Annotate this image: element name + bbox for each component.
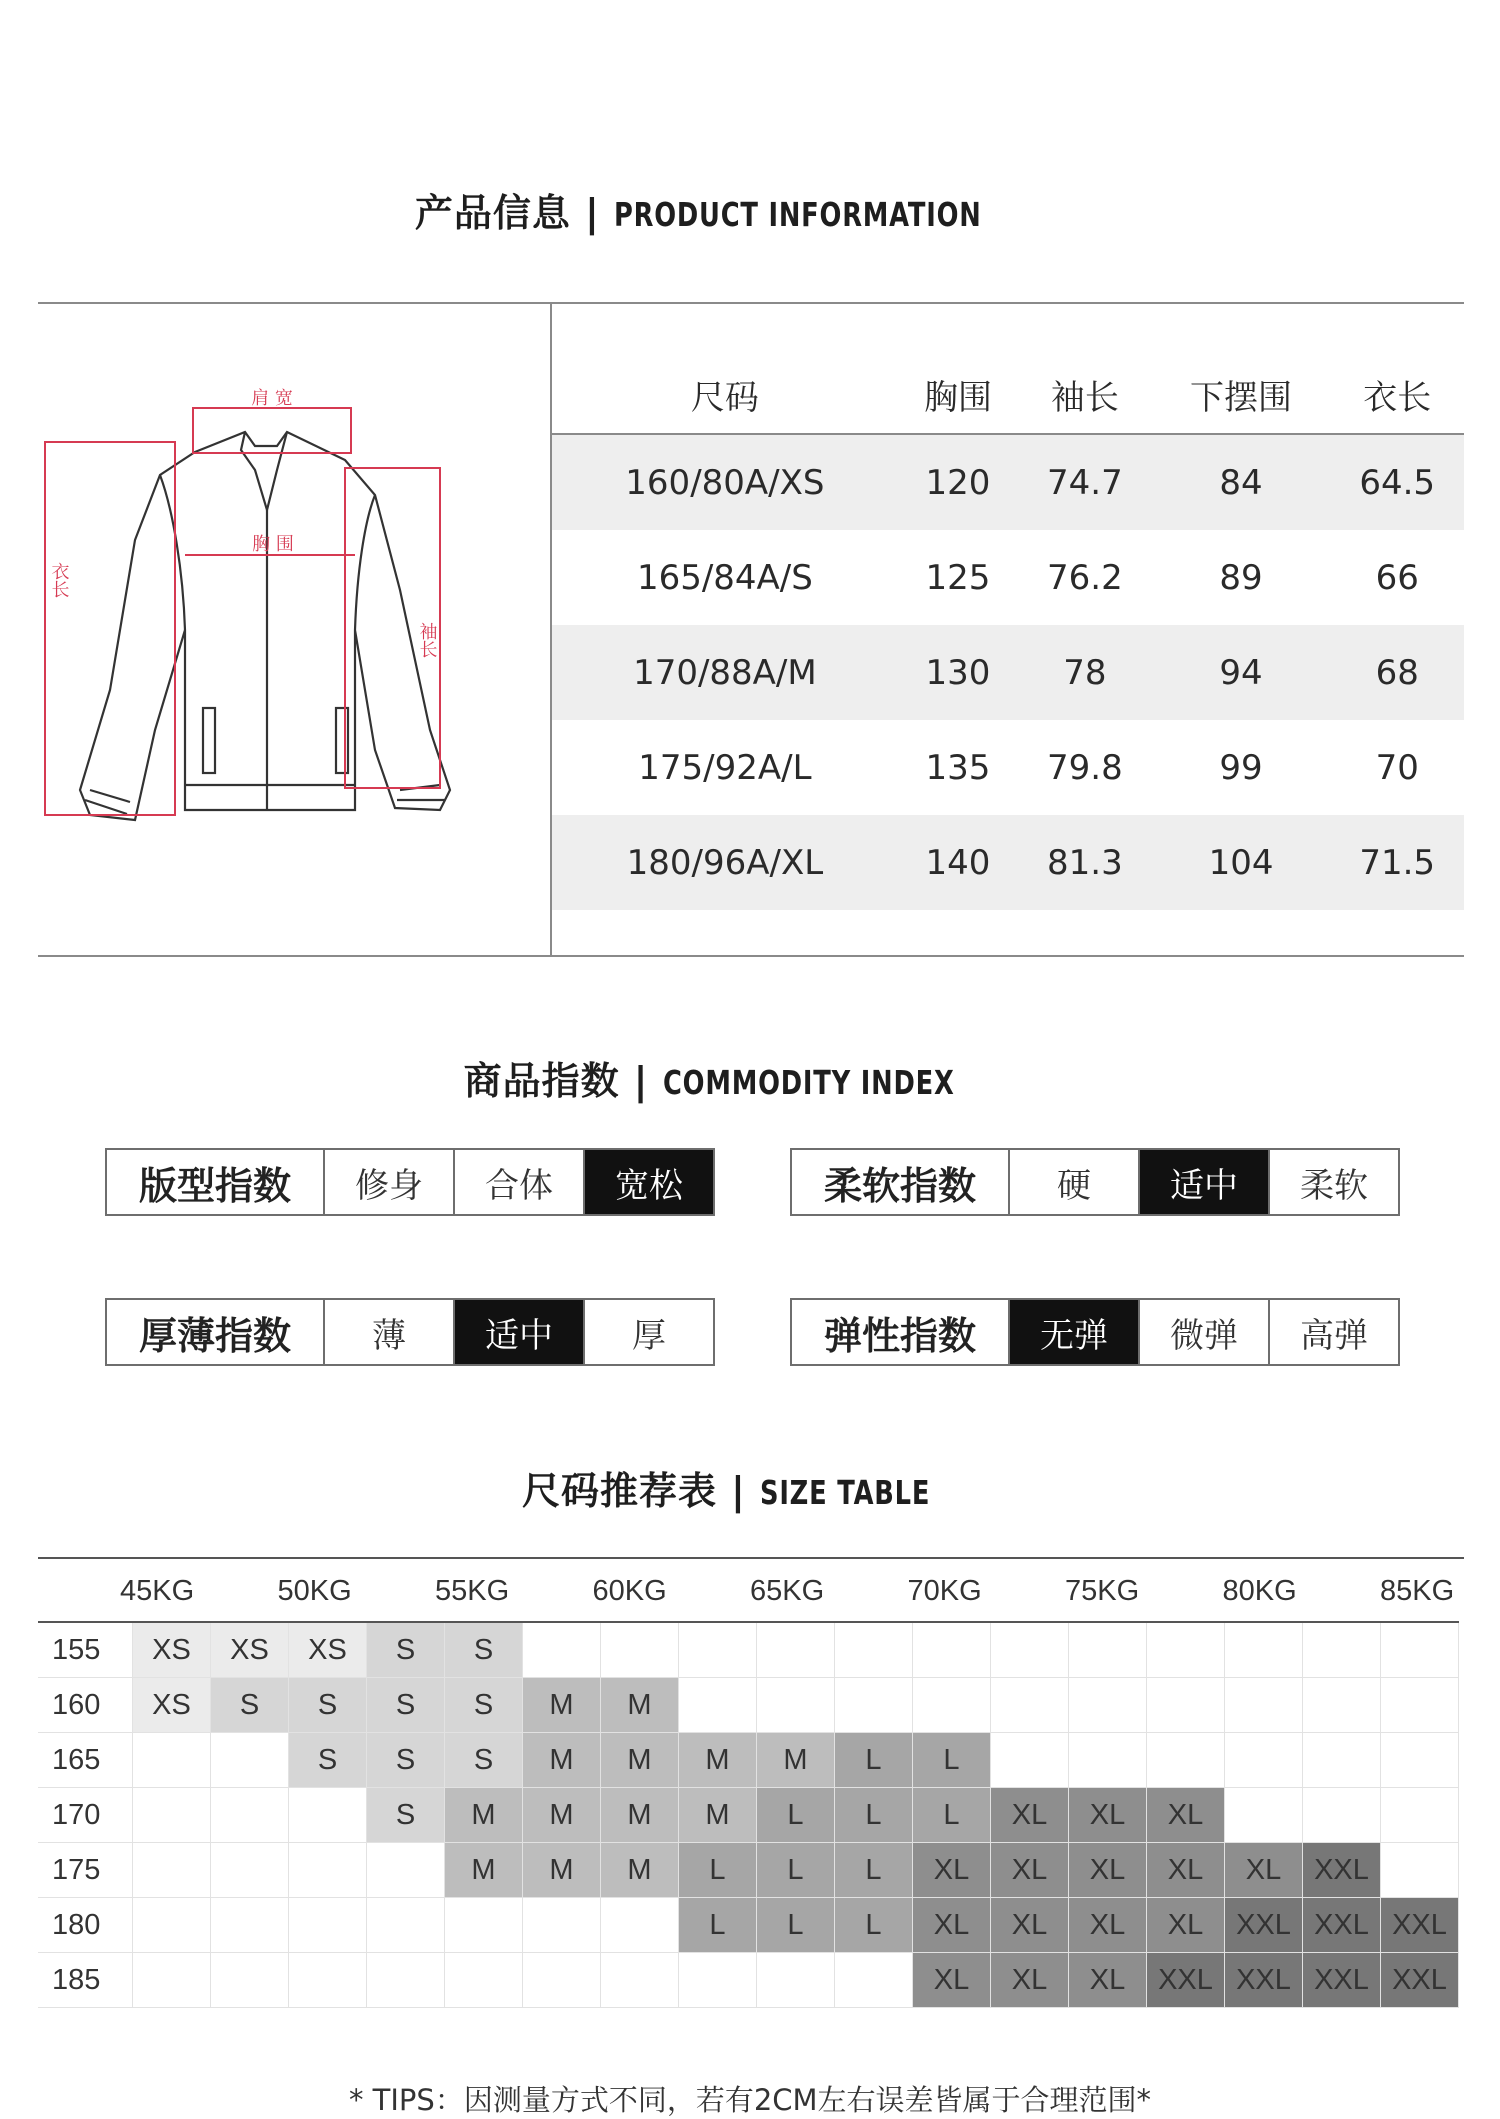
elasticity-option: 微弹 [1140,1300,1270,1364]
size-cell: M [601,1788,679,1843]
size-cell [133,1953,211,2008]
size-cell: XL [1147,1788,1225,1843]
size-cell [835,1678,913,1733]
height-label: 165 [38,1733,133,1788]
thickness-option: 适中 [455,1300,585,1364]
size-cell [1225,1733,1303,1788]
cell: 175/92A/L [638,747,812,788]
cell: 130 [898,625,1018,720]
header-spacer [523,1557,601,1622]
size-cell [679,1953,757,2008]
size-cell: L [679,1898,757,1953]
size-cell: S [445,1678,523,1733]
size-cell: XL [1147,1898,1225,1953]
size-cell: XXL [1225,1898,1303,1953]
size-spec-header [552,355,1464,434]
table-row [552,625,1464,720]
cell: 70 [1375,747,1419,788]
weight-label: 65KG [750,1575,825,1607]
size-cell [523,1898,601,1953]
size-cell [1381,1843,1459,1898]
product-info-bottom-rule [38,955,1464,957]
size-cell [991,1622,1069,1678]
size-cell: L [757,1898,835,1953]
size-cell: XS [289,1622,367,1678]
size-cell [1147,1678,1225,1733]
size-cell [991,1733,1069,1788]
size-cell [1069,1678,1147,1733]
elasticity-index [790,1298,1400,1366]
cell: 120 [898,434,1018,530]
size-cell [1381,1788,1459,1843]
height-label: 160 [38,1678,133,1733]
height-label: 170 [38,1788,133,1843]
size-cell: XXL [1303,1843,1381,1898]
weight-label: 55KG [435,1575,510,1607]
size-cell: M [523,1678,601,1733]
table-row [552,530,1464,625]
size-cell [1225,1622,1303,1678]
cell: 99 [1219,747,1263,788]
size-cell [679,1622,757,1678]
cell: 76.2 [1047,557,1123,598]
size-cell: L [757,1843,835,1898]
softness-option: 柔软 [1300,1165,1368,1206]
heading-en: SIZE TABLE [759,1473,931,1512]
cell: 84 [1152,434,1331,530]
header-spacer [289,1557,367,1622]
size-cell: XL [991,1788,1069,1843]
size-cell [913,1622,991,1678]
thickness-option: 薄 [325,1300,455,1364]
size-cell: S [367,1622,445,1678]
size-cell: XS [133,1678,211,1733]
size-cell [1303,1678,1381,1733]
size-cell [367,1843,445,1898]
size-cell: L [835,1898,913,1953]
elasticity-index-label: 弹性指数 [792,1300,1010,1364]
size-cell [523,1953,601,2008]
size-cell [133,1898,211,1953]
heading-sep: | [633,1059,649,1103]
cell: 170/88A/M [552,625,898,720]
size-cell: M [523,1733,601,1788]
size-cell: L [835,1843,913,1898]
height-row [38,1843,1459,1898]
table-row [552,720,1464,815]
size-cell: XL [991,1898,1069,1953]
height-label: 155 [38,1622,133,1678]
size-cell: L [757,1788,835,1843]
heading-cn: 商品指数 [463,1059,620,1103]
header-spacer [835,1557,913,1622]
header-spacer [1069,1557,1147,1622]
height-label: 185 [38,1953,133,2008]
size-cell: S [445,1733,523,1788]
size-cell: XL [1069,1898,1147,1953]
weight-header-row [38,1557,1459,1622]
size-cell [601,1622,679,1678]
weight-label: 50KG [277,1575,352,1607]
size-cell: L [913,1733,991,1788]
size-cell: XXL [1381,1898,1459,1953]
size-spec-table [552,355,1464,910]
thickness-option: 厚 [632,1315,666,1356]
cell: 79.8 [1047,747,1123,788]
heading-sep: | [584,191,600,235]
size-cell [913,1678,991,1733]
header-spacer [1381,1557,1459,1622]
size-cell [601,1953,679,2008]
heading-cn: 尺码推荐表 [521,1469,717,1513]
size-cell [1381,1678,1459,1733]
softness-option: 适中 [1140,1150,1270,1214]
sleeve-label: 袖长 [416,622,438,658]
size-cell: M [679,1733,757,1788]
size-cell: XXL [1303,1898,1381,1953]
cell: 180/96A/XL [552,815,898,910]
cell: 64.5 [1330,434,1464,530]
header-spacer [991,1557,1069,1622]
size-cell: L [679,1843,757,1898]
size-cell: XS [133,1622,211,1678]
size-cell [1381,1622,1459,1678]
size-cell: XXL [1147,1953,1225,2008]
weight-label: 75KG [1065,1575,1140,1607]
col-chest: 胸围 [898,355,1018,434]
height-row [38,1622,1459,1678]
size-cell [1069,1733,1147,1788]
size-cell: M [445,1843,523,1898]
size-cell: M [601,1843,679,1898]
size-cell: M [523,1788,601,1843]
size-cell [679,1678,757,1733]
softness-index [790,1148,1400,1216]
cell: 68 [1330,625,1464,720]
height-row [38,1733,1459,1788]
header-spacer [601,1557,679,1622]
size-cell: S [445,1622,523,1678]
product-info-top-rule [38,302,1464,304]
cell: 104 [1152,815,1331,910]
size-cell: M [757,1733,835,1788]
header-spacer [133,1557,211,1622]
height-row [38,1678,1459,1733]
size-cell: S [211,1678,289,1733]
size-cell: XL [913,1843,991,1898]
size-cell: S [289,1733,367,1788]
size-cell [289,1788,367,1843]
size-cell [1225,1788,1303,1843]
fit-index-label: 版型指数 [107,1150,325,1214]
cell: 81.3 [1018,815,1152,910]
size-cell [367,1953,445,2008]
size-cell: L [913,1788,991,1843]
cell: 135 [925,747,991,788]
cell: 66 [1375,557,1419,598]
size-cell [1147,1622,1225,1678]
size-cell: XL [1069,1843,1147,1898]
cell: 71.5 [1330,815,1464,910]
size-cell: XL [991,1953,1069,2008]
commodity-index-heading [0,1050,1500,1105]
size-cell [133,1843,211,1898]
size-cell [289,1898,367,1953]
cell: 94 [1152,625,1331,720]
weight-label: 45KG [120,1575,195,1607]
size-cell: XL [1069,1953,1147,2008]
header-spacer [445,1557,523,1622]
heading-cn: 产品信息 [414,191,571,235]
fit-option: 修身 [325,1150,455,1214]
height-row [38,1788,1459,1843]
header-spacer [1222,1557,1303,1622]
size-cell: XL [913,1953,991,2008]
heading-en: PRODUCT INFORMATION [613,195,982,234]
size-cell [211,1898,289,1953]
header-spacer [1147,1557,1225,1622]
size-cell [757,1678,835,1733]
size-cell [133,1733,211,1788]
fit-index [105,1148,715,1216]
size-cell [289,1843,367,1898]
heading-en: COMMODITY INDEX [662,1063,955,1102]
cell: 165/84A/S [636,557,813,598]
thickness-index-label: 厚薄指数 [107,1300,325,1364]
cell: 125 [925,557,991,598]
size-recommendation-grid [38,1557,1459,2008]
size-cell [601,1898,679,1953]
size-cell: M [679,1788,757,1843]
length-label: 衣长 [48,562,70,598]
size-cell [445,1953,523,2008]
col-hem: 下摆围 [1152,355,1331,434]
size-cell [133,1788,211,1843]
header-spacer [913,1557,991,1622]
size-cell: S [289,1678,367,1733]
size-cell [991,1678,1069,1733]
shoulder-label: 肩 宽 [251,388,293,409]
chest-label: 胸 围 [252,534,294,555]
size-cell: M [523,1843,601,1898]
size-cell: M [601,1678,679,1733]
header-spacer [679,1557,757,1622]
size-cell [835,1953,913,2008]
size-cell [757,1953,835,2008]
size-cell: XL [913,1898,991,1953]
weight-label: 60KG [592,1575,667,1607]
size-cell [211,1733,289,1788]
col-length: 衣长 [1330,355,1464,434]
fit-option: 合体 [455,1150,585,1214]
fit-option: 宽松 [585,1150,713,1214]
size-cell [1069,1622,1147,1678]
cell: 89 [1219,557,1263,598]
table-row [552,815,1464,910]
size-cell [1303,1622,1381,1678]
softness-option: 硬 [1010,1150,1140,1214]
header-spacer [757,1557,835,1622]
header-spacer [367,1557,445,1622]
corner-cell [38,1557,133,1622]
product-info-heading [0,182,1500,237]
size-table-heading [0,1460,1500,1515]
size-cell: XL [1147,1843,1225,1898]
size-cell: S [367,1788,445,1843]
size-cell [835,1622,913,1678]
table-row [552,434,1464,530]
size-cell: S [367,1678,445,1733]
size-cell: S [367,1733,445,1788]
elasticity-option: 无弹 [1010,1300,1140,1364]
size-cell: XL [991,1843,1069,1898]
size-cell [445,1898,523,1953]
size-cell [1303,1733,1381,1788]
size-cell [523,1622,601,1678]
height-label: 180 [38,1898,133,1953]
size-cell [757,1622,835,1678]
cell: 74.7 [1018,434,1152,530]
header-spacer [211,1557,289,1622]
size-cell [211,1953,289,2008]
weight-label: 70KG [907,1575,982,1607]
size-cell [289,1953,367,2008]
weight-label: 85KG [1380,1575,1455,1607]
header-spacer [1303,1557,1381,1622]
heading-sep: | [730,1469,746,1513]
size-cell [1303,1788,1381,1843]
size-cell: M [601,1733,679,1788]
size-cell [1147,1733,1225,1788]
height-row [38,1953,1459,2008]
weight-label: 80KG [1222,1575,1297,1607]
size-cell [211,1843,289,1898]
size-cell: XL [1225,1843,1303,1898]
cell: 160/80A/XS [552,434,898,530]
tips-note: * TIPS：因测量方式不同，若有2CM左右误差皆属于合理范围* [348,2083,1152,2117]
cell: 78 [1018,625,1152,720]
height-row [38,1898,1459,1953]
softness-index-label: 柔软指数 [792,1150,1010,1214]
size-cell: XL [1069,1788,1147,1843]
size-cell: M [445,1788,523,1843]
size-cell [211,1788,289,1843]
size-cell: XXL [1381,1953,1459,2008]
size-cell [367,1898,445,1953]
jacket-measurement-diagram [48,388,545,860]
size-cell: XXL [1303,1953,1381,2008]
size-cell [1225,1678,1303,1733]
size-cell: L [835,1788,913,1843]
col-sleeve: 袖长 [1018,355,1152,434]
cell: 140 [898,815,1018,910]
height-label: 175 [38,1843,133,1898]
col-size: 尺码 [552,355,898,434]
thickness-index [105,1298,715,1366]
size-cell [1381,1733,1459,1788]
size-cell: L [835,1733,913,1788]
size-cell: XS [211,1622,289,1678]
size-cell: XXL [1225,1953,1303,2008]
elasticity-option: 高弹 [1300,1315,1368,1356]
